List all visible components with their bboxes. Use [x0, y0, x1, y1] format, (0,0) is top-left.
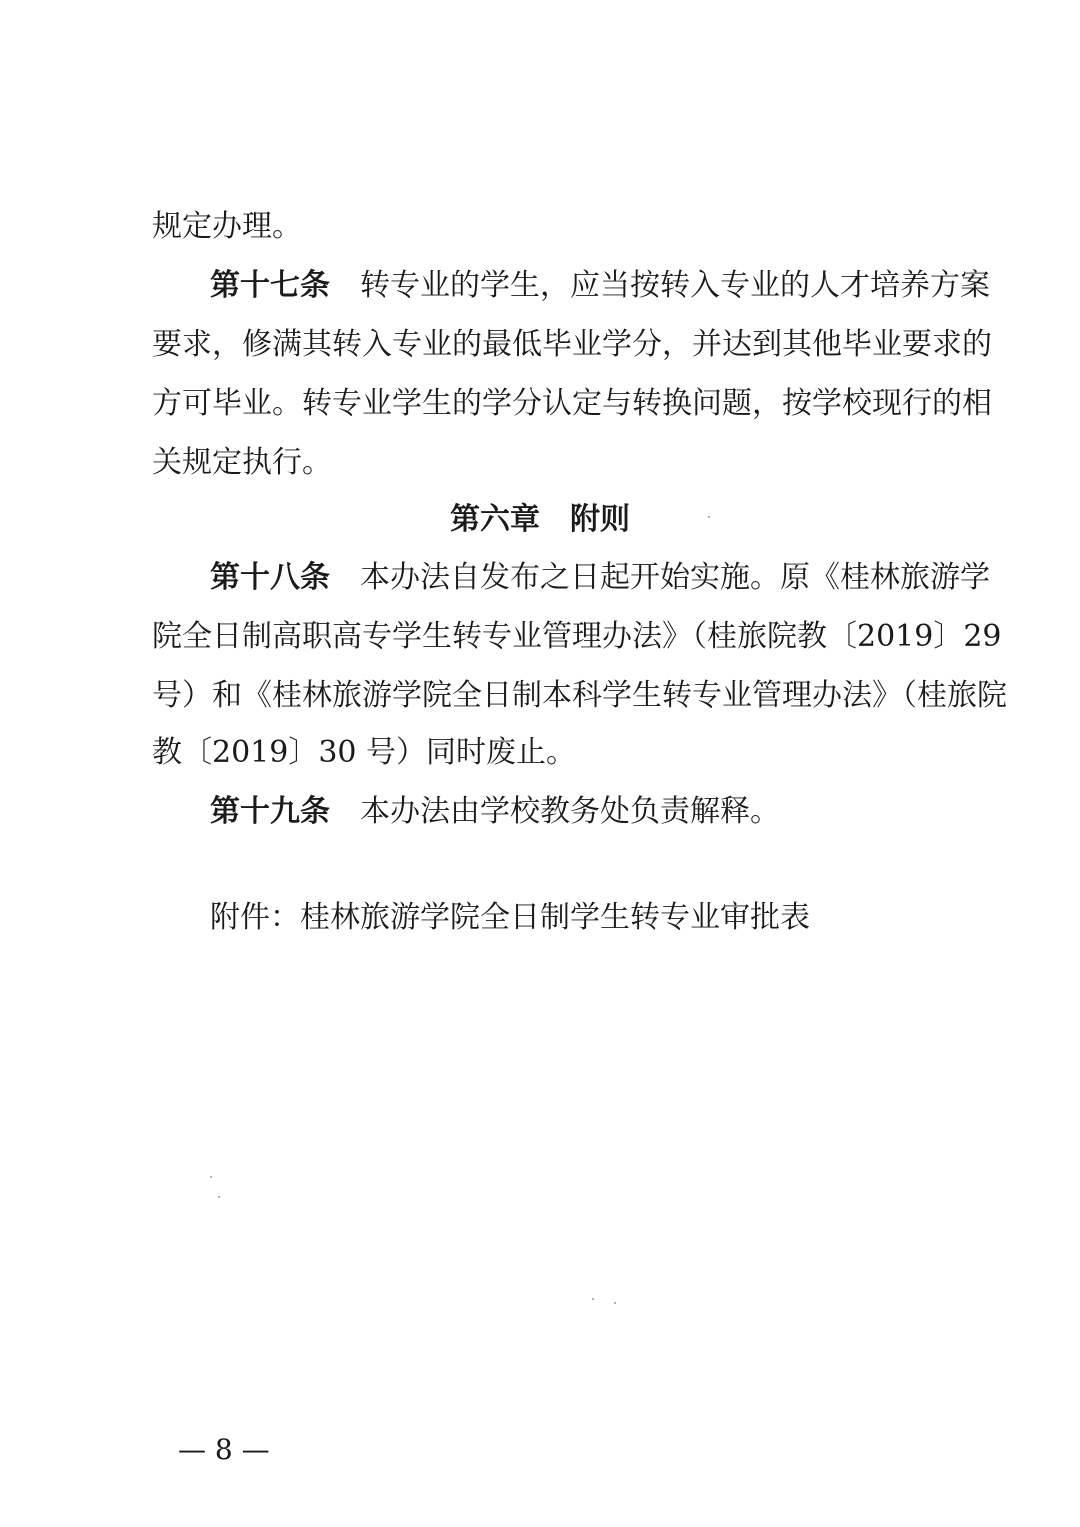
article-17-label: 第十七条 [210, 268, 330, 303]
paragraph-line: 规定办理。 [152, 209, 302, 244]
article-18-text: 本办法自发布之日起开始实施。原《桂林旅游学 [360, 560, 990, 595]
article-17-text: 转专业的学生，应当按转入专业的人才培养方案 [360, 268, 990, 303]
article-17-line-4: 关规定执行。 [152, 445, 332, 480]
chapter-title: 附则 [570, 502, 630, 537]
scan-speck [614, 1302, 616, 1304]
article-18-label: 第十八条 [210, 560, 330, 595]
article-17-line-1 [210, 266, 990, 306]
article-19-label: 第十九条 [210, 794, 330, 829]
article-18-line-3: 号）和《桂林旅游学院全日制本科学生转专业管理办法》（桂旅院 [152, 678, 1007, 713]
article-18-line-2: 院全日制高职高专学生转专业管理办法》（桂旅院教〔2019〕29 [152, 619, 1002, 654]
scan-speck [218, 1196, 220, 1198]
article-18-line-4: 教〔2019〕30 号）同时废止。 [152, 735, 577, 770]
chapter-number: 第六章 [450, 502, 540, 537]
article-17-line-3: 方可毕业。转专业学生的学分认定与转换问题，按学校现行的相 [152, 386, 992, 421]
attachment-note: 附件：桂林旅游学院全日制学生转专业审批表 [210, 900, 810, 935]
article-18-line-1 [210, 558, 990, 598]
page-number: — 8 — [178, 1433, 270, 1466]
article-19-line-1 [210, 792, 780, 832]
article-17-line-2: 要求，修满其转入专业的最低毕业学分，并达到其他毕业要求的 [152, 327, 992, 362]
chapter-heading [0, 500, 1080, 540]
scan-speck [708, 516, 710, 518]
scan-speck [592, 1298, 594, 1300]
scan-speck [210, 1176, 212, 1178]
article-19-text: 本办法由学校教务处负责解释。 [360, 794, 780, 829]
